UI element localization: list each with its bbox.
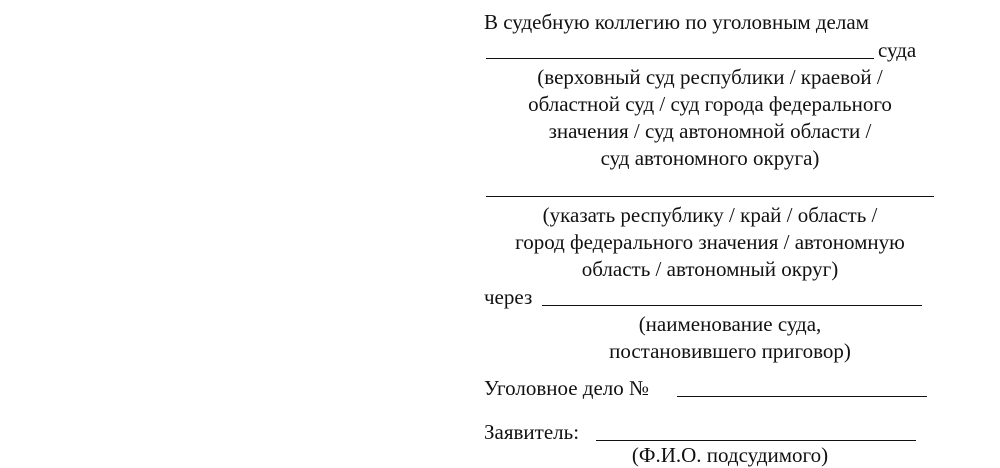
addressee-line [484, 9, 869, 35]
court-suffix-text: суда [878, 38, 917, 62]
court-hint-line-3: значения / суд автономной области / [548, 119, 872, 143]
via-court-blank [542, 305, 922, 306]
court-suffix-line [878, 37, 916, 63]
via-label-line [484, 284, 532, 310]
document-header-block [484, 0, 936, 467]
court-hint-line-2: областной суд / суд города федерального [528, 92, 892, 116]
addressee-text: В судебную коллегию по уголовным делам [484, 10, 869, 34]
applicant-hint-line: (Ф.И.О. подсудимого) [631, 443, 829, 467]
court-hint-line-4: суд автономного округа) [600, 146, 820, 170]
region-hint-line-2: город федерального значения / автономную [515, 230, 905, 254]
region-blank [486, 196, 934, 197]
region-hint-line-3: область / автономный округ) [581, 257, 839, 281]
via-label: через [484, 285, 533, 309]
case-number-label: Уголовное дело № [484, 376, 650, 400]
region-hint-line-1: (указать республику / край / область / [542, 203, 878, 227]
via-hint-line-1: (наименование суда, [638, 312, 822, 336]
applicant-label: Заявитель: [484, 420, 580, 444]
court-name-blank [486, 58, 874, 59]
case-number-label-line [484, 375, 649, 401]
case-number-blank [677, 396, 927, 397]
applicant-name-blank [596, 440, 916, 441]
court-hint-line-1: (верховный суд республики / краевой / [537, 65, 883, 89]
via-hint-line-2: постановившего приговор) [609, 339, 851, 363]
